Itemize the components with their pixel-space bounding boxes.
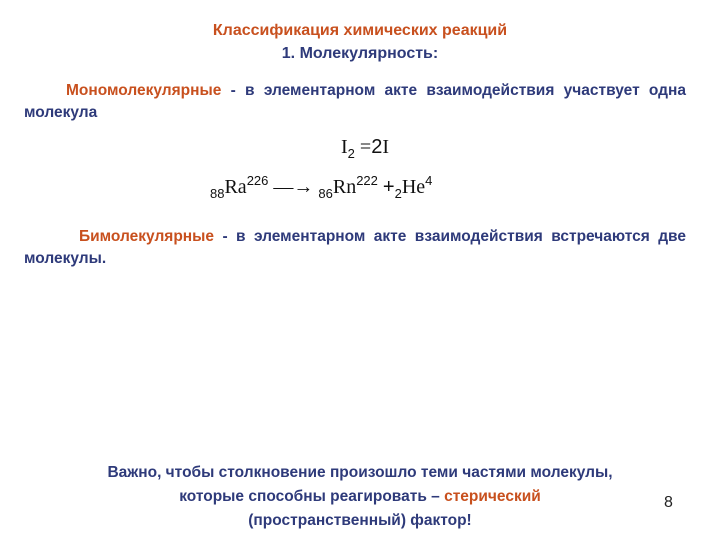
steric-factor-note [20, 461, 700, 533]
plus-sign: + [382, 176, 395, 198]
bimolecular-paragraph [24, 226, 686, 270]
bimolecular-definition: - в элементарном акте взаимодействия встречаются две молекулы. [24, 228, 686, 267]
note-line-1: Важно, чтобы столкновение произошло теми частями молекулы, [107, 464, 613, 481]
equals-sign: = [354, 136, 372, 158]
note-line-3: (пространственный) фактор! [248, 512, 472, 529]
radon-atomic-number: 86 [318, 186, 333, 201]
product-coefficient: 2 [371, 136, 383, 158]
monomolecular-definition: - в элементарном акте взаимодействия участвует одна молекула [24, 82, 686, 121]
monomolecular-paragraph [24, 80, 686, 124]
reactant-subscript: 2 [347, 146, 355, 161]
radium-symbol: Ra [224, 176, 247, 198]
note-line-2 [20, 485, 700, 509]
helium-symbol: He [401, 176, 426, 198]
reaction-arrow: —→ [273, 176, 314, 198]
slide-title: Классификация химических реакций [212, 22, 508, 39]
helium-mass-number: 4 [425, 173, 433, 188]
radon-mass-number: 222 [356, 173, 378, 188]
radium-mass-number: 226 [246, 173, 269, 188]
monomolecular-term: Мономолекулярные [66, 82, 222, 99]
helium-atomic-number: 2 [394, 186, 402, 201]
radium-decay-equation [210, 173, 433, 201]
iodine-dissociation-equation [341, 136, 389, 159]
radon-symbol: Rn [332, 176, 357, 198]
reactant-symbol: I [341, 136, 348, 158]
product-symbol: I [382, 136, 389, 158]
section-heading: 1. Молекулярность: [281, 45, 439, 62]
steric-term: стерический [444, 488, 541, 505]
radium-atomic-number: 88 [210, 186, 225, 201]
page-number: 8 [664, 494, 673, 511]
note-line-2-text: которые способны реагировать – [179, 488, 445, 505]
bimolecular-term: Бимолекулярные [79, 228, 215, 245]
